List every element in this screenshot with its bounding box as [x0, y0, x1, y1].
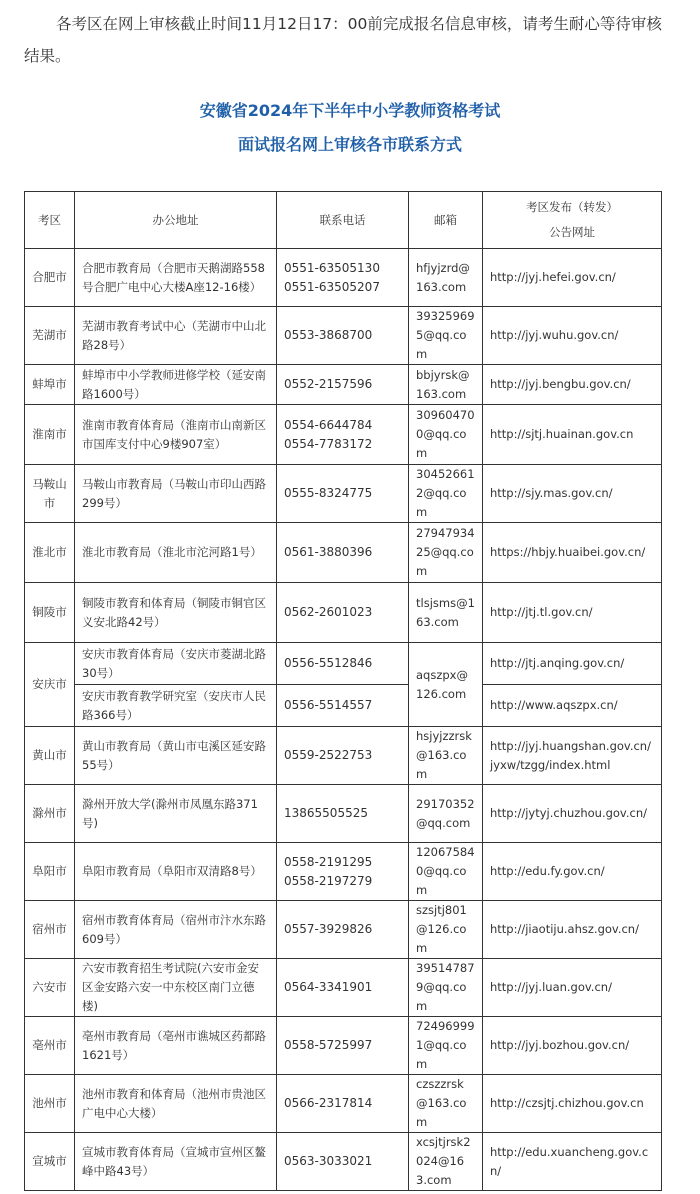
phone-cell: [277, 249, 409, 307]
header-site-line2: 公告网址: [549, 225, 595, 239]
table-row: [25, 583, 662, 643]
table-row: [25, 365, 662, 405]
site-link[interactable]: http://jtj.anqing.gov.cn/: [483, 643, 662, 685]
site-link[interactable]: http://sjy.mas.gov.cn/: [483, 465, 662, 523]
phone-number: 0564-3341901: [284, 980, 373, 994]
district-cell: 滁州市: [25, 785, 75, 843]
header-site: [483, 192, 662, 249]
district-cell: 芜湖市: [25, 307, 75, 365]
district-cell: 阜阳市: [25, 843, 75, 901]
phone-cell: [277, 583, 409, 643]
email-cell: 304526612@qq.com: [409, 465, 483, 523]
table-row: [25, 1133, 662, 1191]
table-row: [25, 523, 662, 583]
district-cell: 亳州市: [25, 1017, 75, 1075]
email-cell: 120675840@qq.com: [409, 843, 483, 901]
phone-cell: [277, 523, 409, 583]
table-row: [25, 959, 662, 1017]
table-header-row: [25, 192, 662, 249]
district-cell: 蚌埠市: [25, 365, 75, 405]
district-cell: 宿州市: [25, 901, 75, 959]
email-cell: bbjyrsk@163.com: [409, 365, 483, 405]
email-cell: hsjyjzzrsk@163.com: [409, 727, 483, 785]
site-link[interactable]: http://jytyj.chuzhou.gov.cn/: [483, 785, 662, 843]
phone-cell: [277, 901, 409, 959]
phone-cell: [277, 785, 409, 843]
email-cell: czszzrsk@163.com: [409, 1075, 483, 1133]
contact-table: [24, 191, 662, 1191]
district-cell: 合肥市: [25, 249, 75, 307]
phone-cell: [277, 1133, 409, 1191]
address-cell: 安庆市教育教学研究室（安庆市人民路366号）: [75, 685, 277, 727]
table-row: [25, 249, 662, 307]
site-link[interactable]: http://jyj.bengbu.gov.cn/: [483, 365, 662, 405]
table-row: [25, 727, 662, 785]
address-cell: 宿州市教育体育局（宿州市汴水东路609号）: [75, 901, 277, 959]
email-cell: 309604700@qq.com: [409, 405, 483, 465]
phone-number: 0562-2601023: [284, 605, 373, 619]
table-row: [25, 1017, 662, 1075]
phone-cell: [277, 1075, 409, 1133]
email-cell: 29170352@qq.com: [409, 785, 483, 843]
phone-number: 0552-2157596: [284, 377, 373, 391]
email-cell: aqszpx@126.com: [409, 643, 483, 727]
site-link[interactable]: http://sjtj.huainan.gov.cn: [483, 405, 662, 465]
address-cell: 芜湖市教育考试中心（芜湖市中山北路28号）: [75, 307, 277, 365]
phone-number: 0551-63505130: [284, 260, 380, 275]
site-link[interactable]: http://jyj.bozhou.gov.cn/: [483, 1017, 662, 1075]
phone-cell: [277, 405, 409, 465]
site-link[interactable]: http://jyj.wuhu.gov.cn/: [483, 307, 662, 365]
district-cell: 黄山市: [25, 727, 75, 785]
district-cell: 宣城市: [25, 1133, 75, 1191]
table-row: [25, 1075, 662, 1133]
site-link[interactable]: http://jyj.hefei.gov.cn/: [483, 249, 662, 307]
table-row: [25, 685, 662, 727]
address-cell: 黄山市教育局（黄山市屯溪区延安路55号）: [75, 727, 277, 785]
district-cell: 淮北市: [25, 523, 75, 583]
email-cell: szsjtj801@126.com: [409, 901, 483, 959]
table-row: [25, 785, 662, 843]
phone-cell: [277, 643, 409, 685]
header-email: 邮箱: [409, 192, 483, 249]
phone-number: 0566-2317814: [284, 1096, 373, 1110]
phone-number: 0563-3033021: [284, 1154, 373, 1168]
address-cell: 滁州开放大学(滁州市凤凰东路371号): [75, 785, 277, 843]
intro-paragraph: 各考区在网上审核截止时间11月12日17：00前完成报名信息审核，请考生耐心等待审核结果。: [24, 15, 662, 65]
address-cell: 淮南市教育体育局（淮南市山南新区 市国库支付中心9楼907室）: [75, 405, 277, 465]
district-cell: 安庆市: [25, 643, 75, 727]
phone-number: 0558-5725997: [284, 1038, 373, 1052]
email-cell: 395147879@qq.com: [409, 959, 483, 1017]
site-link[interactable]: http://jyj.luan.gov.cn/: [483, 959, 662, 1017]
table-row: [25, 307, 662, 365]
phone-number: 0559-2522753: [284, 748, 373, 762]
phone-number: 0551-63505207: [284, 279, 380, 294]
address-cell: 马鞍山市教育局（马鞍山市印山西路299号）: [75, 465, 277, 523]
address-cell: 六安市教育招生考试院(六安市金安区金安路六安一中东校区南门立德楼): [75, 959, 277, 1017]
table-row: [25, 465, 662, 523]
table-row: [25, 901, 662, 959]
district-cell: 铜陵市: [25, 583, 75, 643]
page-subtitle: 面试报名网上审核各市联系方式: [237, 135, 462, 154]
district-cell: 淮南市: [25, 405, 75, 465]
phone-number: 0553-3868700: [284, 328, 373, 342]
header-site-line1: 考区发布（转发）: [526, 200, 618, 214]
phone-cell: [277, 959, 409, 1017]
phone-cell: [277, 1017, 409, 1075]
phone-cell: 0556-5514557: [277, 685, 409, 727]
site-link[interactable]: http://www.aqszpx.cn/: [483, 685, 662, 727]
table-row: [25, 843, 662, 901]
page-title: 安徽省2024年下半年中小学教师资格考试: [199, 101, 501, 120]
email-cell: 724969991@qq.com: [409, 1017, 483, 1075]
phone-cell: [277, 465, 409, 523]
email-cell: tlsjsms@163.com: [409, 583, 483, 643]
phone-cell: [277, 307, 409, 365]
table-row: [25, 405, 662, 465]
site-link[interactable]: http://edu.fy.gov.cn/: [483, 843, 662, 901]
phone-cell: [277, 843, 409, 901]
address-cell: 宣城市教育体育局（宣城市宣州区鳌峰中路43号）: [75, 1133, 277, 1191]
phone-number: 13865505525: [284, 806, 368, 820]
phone-number: 0557-3929826: [284, 922, 373, 936]
site-link[interactable]: http://edu.xuancheng.gov.cn/: [483, 1133, 662, 1191]
email-cell: xcsjtjrsk2024@163.com: [409, 1133, 483, 1191]
district-cell: 六安市: [25, 959, 75, 1017]
address-cell: 铜陵市教育和体育局（铜陵市铜官区 义安北路42号）: [75, 583, 277, 643]
address-cell: 亳州市教育局（亳州市谯城区药都路1621号）: [75, 1017, 277, 1075]
email-cell: hfjyjzrd@163.com: [409, 249, 483, 307]
address-cell: 安庆市教育体育局（安庆市菱湖北路30号）: [75, 643, 277, 685]
phone-number: 0555-8324775: [284, 486, 373, 500]
header-phone: 联系电话: [277, 192, 409, 249]
address-cell: 合肥市教育局（合肥市天鹅湖路558号合肥广电中心大楼A座12-16楼）: [75, 249, 277, 307]
phone-number: 0556-5512846: [284, 656, 373, 670]
site-link[interactable]: http://czsjtj.chizhou.gov.cn: [483, 1075, 662, 1133]
header-address: 办公地址: [75, 192, 277, 249]
site-link[interactable]: http://jiaotiju.ahsz.gov.cn/: [483, 901, 662, 959]
district-cell: 马鞍山市: [25, 465, 75, 523]
address-cell: 池州市教育和体育局（池州市贵池区广电中心大楼）: [75, 1075, 277, 1133]
email-cell: 2794793425@qq.com: [409, 523, 483, 583]
phone-cell: [277, 365, 409, 405]
site-link[interactable]: http://jyj.huangshan.gov.cn/jyxw/tzgg/index.html: [483, 727, 662, 785]
header-district: 考区: [25, 192, 75, 249]
phone-number: 0554-6644784: [284, 417, 373, 432]
phone-number: 0558-2191295: [284, 854, 373, 869]
phone-cell: [277, 727, 409, 785]
address-cell: 蚌埠市中小学教师进修学校（延安南路1600号）: [75, 365, 277, 405]
phone-number: 0554-7783172: [284, 436, 373, 451]
phone-number: 0561-3880396: [284, 545, 373, 559]
table-row: [25, 643, 662, 685]
site-link[interactable]: http://jtj.tl.gov.cn/: [483, 583, 662, 643]
phone-number: 0558-2197279: [284, 873, 373, 888]
address-cell: 淮北市教育局（淮北市沱河路1号）: [75, 523, 277, 583]
address-cell: 阜阳市教育局（阜阳市双清路8号）: [75, 843, 277, 901]
site-link[interactable]: https://hbjy.huaibei.gov.cn/: [483, 523, 662, 583]
district-cell: 池州市: [25, 1075, 75, 1133]
email-cell: 393259695@qq.com: [409, 307, 483, 365]
